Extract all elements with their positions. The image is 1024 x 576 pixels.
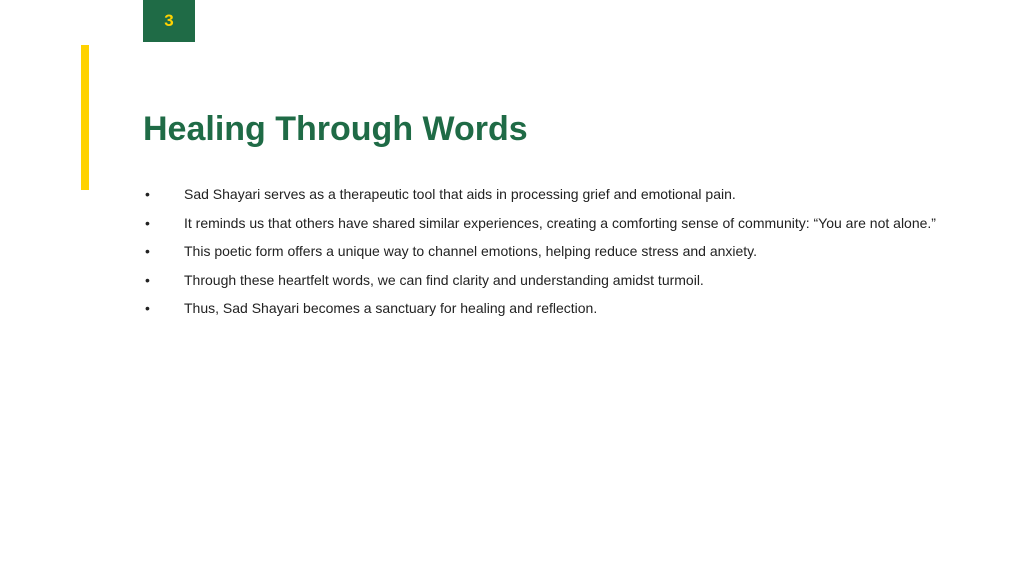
bullet-item [143,266,945,295]
page-number-badge: 3 [143,0,195,42]
bullet-icon: • [145,300,150,316]
bullet-text: This poetic form offers a unique way to channel emotions, helping reduce stress and anxiety. [184,243,758,259]
bullet-item [143,209,945,238]
bullet-text: Thus, Sad Shayari becomes a sanctuary for healing and reflection. [184,300,598,316]
bullet-item [143,294,945,323]
bullet-text: It reminds us that others have shared similar experiences, creating a comforting sense of community: “You are not alone.” [184,214,936,231]
bullet-text: Sad Shayari serves as a therapeutic tool that aids in processing grief and emotional pain. [184,186,736,202]
bullet-item [143,237,945,266]
slide-title: Healing Through Words [143,110,528,148]
bullet-icon: • [145,243,150,259]
bullet-text: Through these heartfelt words, we can find clarity and understanding amidst turmoil. [184,271,704,288]
bullet-icon: • [145,214,150,231]
bullet-icon: • [145,186,150,202]
bullet-list [143,180,945,323]
bullet-item [143,180,945,209]
bullet-icon: • [145,271,150,288]
accent-bar [81,45,89,190]
